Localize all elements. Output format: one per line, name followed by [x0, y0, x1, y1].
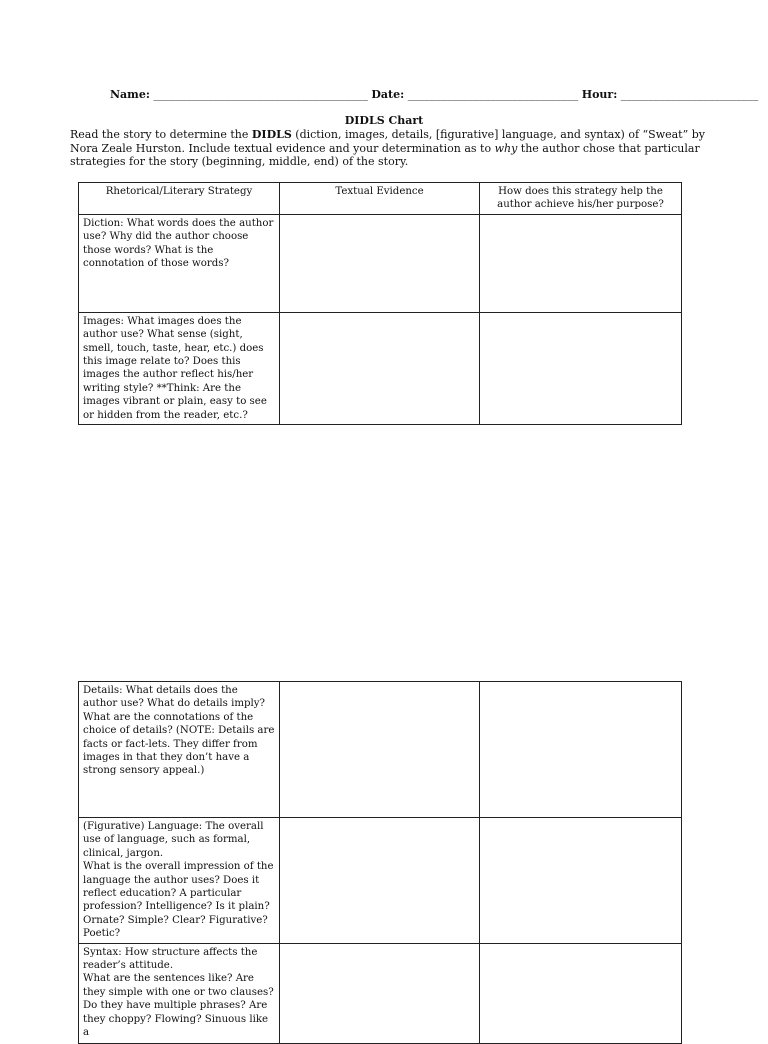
evidence-syntax-cell[interactable] — [280, 943, 480, 1043]
date-label: Date: — [371, 88, 405, 101]
hour-blank[interactable]: _________________________ — [617, 88, 759, 101]
table-row-images — [79, 312, 682, 424]
date-blank[interactable]: _______________________________ — [404, 88, 582, 101]
table-row-details — [79, 682, 682, 818]
strategy-syntax: Syntax: How structure affects the reader’s attitude. What are the sentences like? Are they simple with one or two clauses? Do they have multiple phrases? Are they choppy? Flowing? Sinuous like a — [79, 943, 280, 1043]
strategy-diction: Diction: What words does the author use? Why did the author choose those words? What is the connotation of those words? — [79, 214, 280, 312]
name-label: Name: — [110, 88, 150, 101]
header-purpose: How does this strategy help the author achieve his/her purpose? — [480, 183, 682, 215]
purpose-language-cell[interactable] — [480, 818, 682, 944]
strategy-details: Details: What details does the author use? What do details imply? What are the connotations of the choice of details? (NOTE: Details are facts or fact-lets. They differ from images in that they don’t have a strong sensory appeal.) — [79, 682, 280, 818]
header-evidence: Textual Evidence — [280, 183, 480, 215]
hour-label: Hour: — [581, 88, 618, 101]
didls-table-page2 — [78, 681, 682, 1044]
intro-part3: the author chose that particular strategies for the story (beginning, middle, end) of the story. — [70, 141, 700, 169]
purpose-details-cell[interactable] — [480, 682, 682, 818]
purpose-diction-cell[interactable] — [480, 214, 682, 312]
header-fields — [110, 88, 759, 101]
instructions — [70, 128, 714, 169]
didls-table-page1 — [78, 182, 682, 425]
table-row-syntax — [79, 943, 682, 1043]
strategy-language: (Figurative) Language: The overall use of language, such as formal, clinical, jargon. What is the overall impression of the language the author uses? Does it reflect education? A particular profession? Intelligence? Is it plain? Ornate? Simple? Clear? Figurative? Poetic? — [79, 818, 280, 944]
table-row-diction — [79, 214, 682, 312]
intro-part1: Read the story to determine the — [70, 128, 252, 141]
evidence-diction-cell[interactable] — [280, 214, 480, 312]
purpose-syntax-cell[interactable] — [480, 943, 682, 1043]
table-row-language — [79, 818, 682, 944]
header-strategy: Rhetorical/Literary Strategy — [79, 183, 280, 215]
evidence-details-cell[interactable] — [280, 682, 480, 818]
evidence-images-cell[interactable] — [280, 312, 480, 424]
page-title: DIDLS Chart — [344, 114, 424, 127]
strategy-images: Images: What images does the author use? What sense (sight, smell, touch, taste, hear, etc.) does this image relate to? Does this images the author reflect his/her writing style? **Think: Are the images vibrant or plain, easy to see or hidden from the reader, etc.? — [79, 312, 280, 424]
table-header-row — [79, 183, 682, 215]
intro-why: why — [494, 141, 518, 155]
name-blank[interactable]: _______________________________________ — [149, 88, 372, 101]
evidence-language-cell[interactable] — [280, 818, 480, 944]
purpose-images-cell[interactable] — [480, 312, 682, 424]
intro-didls: DIDLS — [251, 128, 292, 141]
intro-part2: (diction, images, details, [figurative] language, and syntax) of “Sweat” by Nora Zeale Hurston. Include textual evidence and your determination as to — [70, 128, 705, 155]
